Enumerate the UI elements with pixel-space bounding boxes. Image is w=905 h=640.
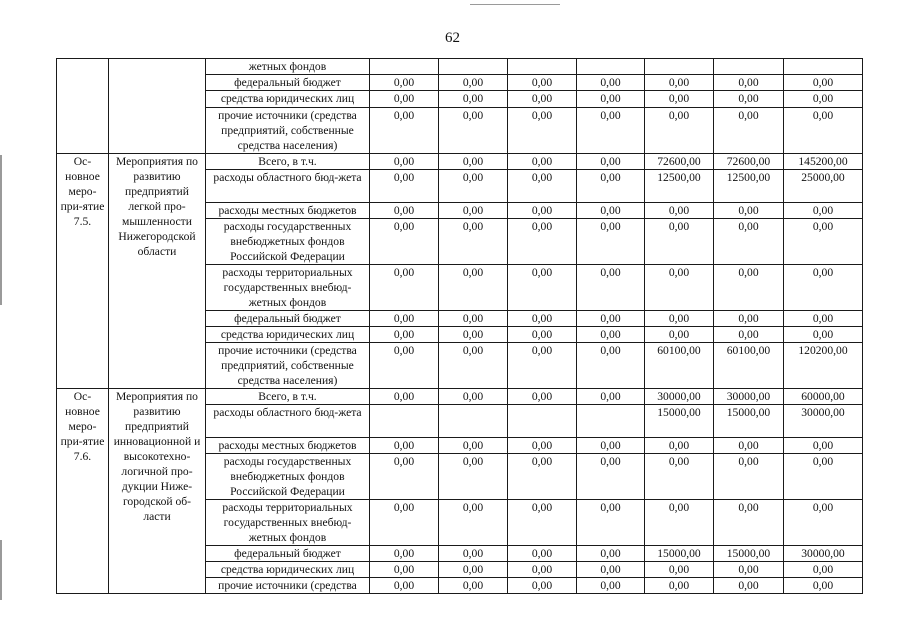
measure-name-cell: Мероприятия по развитию предприятий легкой про-мышленности Нижегородской области bbox=[109, 154, 206, 389]
value-cell: 120200,00 bbox=[784, 343, 863, 389]
value-cell: 0,00 bbox=[439, 108, 508, 154]
value-cell: 0,00 bbox=[370, 578, 439, 594]
value-cell: 0,00 bbox=[370, 75, 439, 91]
value-cell: 0,00 bbox=[439, 91, 508, 108]
value-cell: 0,00 bbox=[714, 203, 784, 219]
value-cell: 0,00 bbox=[714, 265, 784, 311]
value-cell: 145200,00 bbox=[784, 154, 863, 170]
value-cell: 0,00 bbox=[370, 389, 439, 405]
value-cell bbox=[645, 59, 714, 75]
value-cell bbox=[370, 59, 439, 75]
value-cell: 0,00 bbox=[645, 438, 714, 454]
value-cell: 0,00 bbox=[784, 265, 863, 311]
funding-source-cell: прочие источники (средства предприятий, собственные средства населения) bbox=[206, 108, 370, 154]
funding-source-cell: федеральный бюджет bbox=[206, 546, 370, 562]
value-cell: 0,00 bbox=[439, 327, 508, 343]
value-cell: 0,00 bbox=[508, 500, 577, 546]
value-cell: 0,00 bbox=[439, 343, 508, 389]
value-cell: 0,00 bbox=[439, 311, 508, 327]
value-cell: 0,00 bbox=[439, 389, 508, 405]
page-number: 62 bbox=[445, 30, 460, 46]
value-cell: 0,00 bbox=[439, 546, 508, 562]
value-cell: 0,00 bbox=[714, 562, 784, 578]
value-cell: 0,00 bbox=[577, 438, 645, 454]
budget-table bbox=[56, 58, 863, 594]
value-cell: 0,00 bbox=[577, 389, 645, 405]
value-cell: 0,00 bbox=[577, 546, 645, 562]
value-cell: 0,00 bbox=[439, 219, 508, 265]
value-cell: 0,00 bbox=[439, 578, 508, 594]
value-cell: 0,00 bbox=[784, 311, 863, 327]
value-cell: 0,00 bbox=[714, 438, 784, 454]
value-cell: 0,00 bbox=[577, 311, 645, 327]
scan-top-mark bbox=[470, 4, 560, 5]
value-cell: 0,00 bbox=[370, 108, 439, 154]
funding-source-cell: Всего, в т.ч. bbox=[206, 154, 370, 170]
value-cell: 0,00 bbox=[577, 343, 645, 389]
value-cell: 0,00 bbox=[439, 454, 508, 500]
table-row bbox=[57, 59, 863, 75]
value-cell: 0,00 bbox=[370, 203, 439, 219]
value-cell: 0,00 bbox=[577, 500, 645, 546]
scan-edge-mark bbox=[0, 540, 2, 600]
value-cell: 60100,00 bbox=[714, 343, 784, 389]
value-cell: 15000,00 bbox=[645, 405, 714, 438]
value-cell: 0,00 bbox=[439, 500, 508, 546]
funding-source-cell: федеральный бюджет bbox=[206, 311, 370, 327]
value-cell: 0,00 bbox=[508, 578, 577, 594]
value-cell: 0,00 bbox=[508, 546, 577, 562]
value-cell: 0,00 bbox=[370, 311, 439, 327]
funding-source-cell: расходы местных бюджетов bbox=[206, 203, 370, 219]
value-cell: 0,00 bbox=[577, 454, 645, 500]
value-cell bbox=[577, 405, 645, 438]
value-cell: 0,00 bbox=[577, 91, 645, 108]
value-cell: 0,00 bbox=[577, 562, 645, 578]
value-cell: 0,00 bbox=[370, 438, 439, 454]
value-cell: 0,00 bbox=[370, 265, 439, 311]
value-cell bbox=[439, 405, 508, 438]
value-cell: 0,00 bbox=[577, 154, 645, 170]
funding-source-cell: средства юридических лиц bbox=[206, 91, 370, 108]
value-cell: 0,00 bbox=[784, 219, 863, 265]
value-cell: 0,00 bbox=[784, 578, 863, 594]
value-cell: 0,00 bbox=[508, 154, 577, 170]
funding-source-cell: расходы государственных внебюджетных фондов Российской Федерации bbox=[206, 454, 370, 500]
value-cell: 0,00 bbox=[370, 219, 439, 265]
value-cell: 0,00 bbox=[784, 203, 863, 219]
value-cell: 0,00 bbox=[714, 454, 784, 500]
measure-name-cell: Мероприятия по развитию предприятий инновационной и высокотехно-логичной про-дукции Ниже-городской об-ласти bbox=[109, 389, 206, 594]
value-cell: 0,00 bbox=[645, 75, 714, 91]
value-cell: 0,00 bbox=[577, 578, 645, 594]
value-cell: 0,00 bbox=[370, 500, 439, 546]
value-cell: 0,00 bbox=[714, 311, 784, 327]
value-cell: 60000,00 bbox=[784, 389, 863, 405]
value-cell: 0,00 bbox=[714, 500, 784, 546]
value-cell bbox=[714, 59, 784, 75]
value-cell bbox=[370, 405, 439, 438]
value-cell: 0,00 bbox=[577, 265, 645, 311]
value-cell: 0,00 bbox=[508, 327, 577, 343]
funding-source-cell: жетных фондов bbox=[206, 59, 370, 75]
funding-source-cell: средства юридических лиц bbox=[206, 327, 370, 343]
value-cell: 0,00 bbox=[508, 170, 577, 203]
value-cell: 0,00 bbox=[784, 562, 863, 578]
value-cell: 0,00 bbox=[439, 75, 508, 91]
value-cell: 0,00 bbox=[508, 75, 577, 91]
funding-source-cell: расходы государственных внебюджетных фондов Российской Федерации bbox=[206, 219, 370, 265]
value-cell: 12500,00 bbox=[645, 170, 714, 203]
value-cell: 0,00 bbox=[784, 327, 863, 343]
value-cell: 0,00 bbox=[577, 203, 645, 219]
value-cell: 0,00 bbox=[370, 170, 439, 203]
value-cell: 15000,00 bbox=[714, 546, 784, 562]
value-cell: 0,00 bbox=[439, 438, 508, 454]
value-cell: 72600,00 bbox=[714, 154, 784, 170]
funding-source-cell: средства юридических лиц bbox=[206, 562, 370, 578]
funding-source-cell: расходы территориальных государственных внебюд-жетных фондов bbox=[206, 265, 370, 311]
value-cell: 30000,00 bbox=[784, 405, 863, 438]
value-cell: 0,00 bbox=[439, 154, 508, 170]
value-cell: 0,00 bbox=[508, 108, 577, 154]
value-cell: 0,00 bbox=[370, 343, 439, 389]
value-cell: 0,00 bbox=[714, 75, 784, 91]
value-cell: 0,00 bbox=[784, 438, 863, 454]
table-row bbox=[57, 154, 863, 170]
funding-source-cell: расходы областного бюд-жета bbox=[206, 405, 370, 438]
value-cell: 0,00 bbox=[784, 500, 863, 546]
value-cell: 0,00 bbox=[645, 454, 714, 500]
value-cell: 0,00 bbox=[508, 203, 577, 219]
value-cell: 30000,00 bbox=[784, 546, 863, 562]
value-cell bbox=[508, 59, 577, 75]
value-cell: 0,00 bbox=[645, 108, 714, 154]
value-cell: 0,00 bbox=[645, 203, 714, 219]
value-cell: 60100,00 bbox=[645, 343, 714, 389]
value-cell: 0,00 bbox=[714, 108, 784, 154]
value-cell: 0,00 bbox=[714, 327, 784, 343]
value-cell: 0,00 bbox=[508, 389, 577, 405]
value-cell bbox=[508, 405, 577, 438]
value-cell: 15000,00 bbox=[645, 546, 714, 562]
measure-number-cell: Ос-новное меро-при-ятие 7.6. bbox=[57, 389, 109, 594]
value-cell: 0,00 bbox=[784, 75, 863, 91]
value-cell: 12500,00 bbox=[714, 170, 784, 203]
value-cell: 0,00 bbox=[508, 562, 577, 578]
value-cell: 0,00 bbox=[370, 562, 439, 578]
value-cell: 0,00 bbox=[714, 578, 784, 594]
value-cell: 0,00 bbox=[508, 454, 577, 500]
funding-source-cell: расходы территориальных государственных внебюд-жетных фондов bbox=[206, 500, 370, 546]
table-row bbox=[57, 389, 863, 405]
value-cell: 0,00 bbox=[439, 562, 508, 578]
scan-edge-mark bbox=[0, 155, 2, 305]
funding-source-cell: расходы областного бюд-жета bbox=[206, 170, 370, 203]
value-cell: 0,00 bbox=[508, 265, 577, 311]
value-cell: 0,00 bbox=[439, 170, 508, 203]
value-cell: 0,00 bbox=[370, 546, 439, 562]
value-cell: 0,00 bbox=[439, 265, 508, 311]
value-cell: 0,00 bbox=[370, 327, 439, 343]
value-cell: 0,00 bbox=[577, 327, 645, 343]
value-cell bbox=[439, 59, 508, 75]
value-cell: 25000,00 bbox=[784, 170, 863, 203]
funding-source-cell: Всего, в т.ч. bbox=[206, 389, 370, 405]
value-cell: 30000,00 bbox=[645, 389, 714, 405]
value-cell: 0,00 bbox=[714, 219, 784, 265]
empty-name-cell bbox=[109, 59, 206, 154]
measure-number-cell: Ос-новное меро-при-ятие 7.5. bbox=[57, 154, 109, 389]
empty-number-cell bbox=[57, 59, 109, 154]
funding-source-cell: прочие источники (средства предприятий, собственные средства населения) bbox=[206, 343, 370, 389]
value-cell: 0,00 bbox=[577, 170, 645, 203]
funding-source-cell: расходы местных бюджетов bbox=[206, 438, 370, 454]
value-cell: 0,00 bbox=[645, 327, 714, 343]
funding-source-cell: федеральный бюджет bbox=[206, 75, 370, 91]
value-cell: 0,00 bbox=[645, 265, 714, 311]
value-cell: 0,00 bbox=[508, 91, 577, 108]
value-cell: 0,00 bbox=[645, 219, 714, 265]
value-cell: 0,00 bbox=[784, 91, 863, 108]
value-cell: 0,00 bbox=[645, 91, 714, 108]
value-cell: 0,00 bbox=[508, 311, 577, 327]
value-cell: 0,00 bbox=[645, 311, 714, 327]
value-cell bbox=[784, 59, 863, 75]
value-cell: 0,00 bbox=[645, 500, 714, 546]
value-cell: 0,00 bbox=[714, 91, 784, 108]
value-cell: 15000,00 bbox=[714, 405, 784, 438]
value-cell: 0,00 bbox=[577, 75, 645, 91]
value-cell: 0,00 bbox=[508, 219, 577, 265]
value-cell: 0,00 bbox=[439, 203, 508, 219]
table-body bbox=[57, 59, 863, 594]
value-cell: 30000,00 bbox=[714, 389, 784, 405]
funding-source-cell: прочие источники (средства bbox=[206, 578, 370, 594]
value-cell: 0,00 bbox=[508, 343, 577, 389]
value-cell: 0,00 bbox=[370, 91, 439, 108]
value-cell: 0,00 bbox=[508, 438, 577, 454]
value-cell: 72600,00 bbox=[645, 154, 714, 170]
value-cell: 0,00 bbox=[784, 108, 863, 154]
value-cell: 0,00 bbox=[645, 578, 714, 594]
value-cell: 0,00 bbox=[370, 154, 439, 170]
value-cell: 0,00 bbox=[645, 562, 714, 578]
value-cell: 0,00 bbox=[784, 454, 863, 500]
value-cell: 0,00 bbox=[577, 219, 645, 265]
value-cell: 0,00 bbox=[370, 454, 439, 500]
value-cell bbox=[577, 59, 645, 75]
value-cell: 0,00 bbox=[577, 108, 645, 154]
